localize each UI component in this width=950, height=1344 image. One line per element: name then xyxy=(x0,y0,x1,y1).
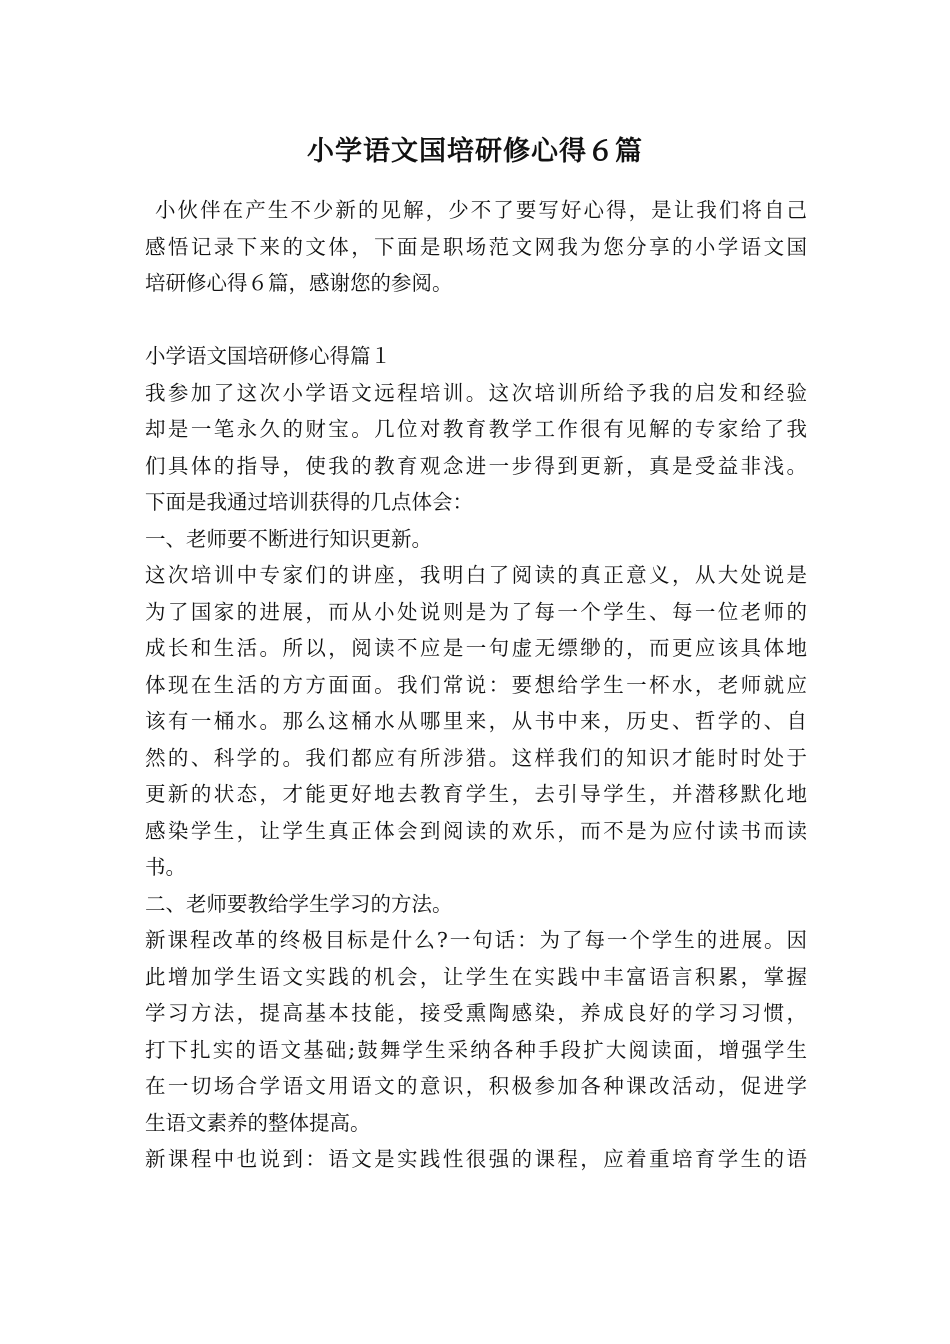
intro-line: 感悟记录下来的文体，下面是职场范文网我为您分享的小学语文国 xyxy=(145,234,807,259)
document-title: 小学语文国培研修心得６篇 xyxy=(307,136,643,167)
paragraph-line: 更新的状态，才能更好地去教育学生，去引导学生，并潜移默化地 xyxy=(145,782,807,806)
point-heading: 一、老师要不断进行知识更新。 xyxy=(145,526,432,551)
paragraph-line: 新课程中也说到：语文是实践性很强的课程，应着重培育学生的语 xyxy=(145,1147,807,1171)
paragraph-line: 们具体的指导，使我的教育观念进一步得到更新，真是受益非浅。 xyxy=(145,453,807,478)
paragraph-line: 新课程改革的终极目标是什么?一句话：为了每一个学生的进展。因 xyxy=(145,928,807,952)
paragraph-line: 成长和生活。所以，阅读不应是一句虚无缥缈的，而更应该具体地 xyxy=(145,636,807,660)
document-body xyxy=(145,192,807,1178)
paragraph-line: 我参加了这次小学语文远程培训。这次培训所给予我的启发和经验 xyxy=(145,380,807,405)
paragraph-line: 却是一笔永久的财宝。几位对教育教学工作很有见解的专家给了我 xyxy=(145,417,807,441)
paragraph-line: 下面是我通过培训获得的几点体会： xyxy=(145,490,473,514)
paragraph-line: 为了国家的进展，而从小处说则是为了每一个学生、每一位老师的 xyxy=(145,599,807,624)
paragraph-line: 书。 xyxy=(145,855,186,879)
paragraph-line: 该有一桶水。那么这桶水从哪里来，从书中来，历史、哲学的、自 xyxy=(145,709,807,733)
intro-line: 小伙伴在产生不少新的见解，少不了要写好心得，是让我们将自己 xyxy=(155,198,807,222)
paragraph-line: 体现在生活的方方面面。我们常说：要想给学生一杯水，老师就应 xyxy=(145,672,807,697)
paragraph-line: 此增加学生语文实践的机会，让学生在实践中丰富语言积累，掌握 xyxy=(145,964,807,989)
paragraph-line: 打下扎实的语文基础;鼓舞学生采纳各种手段扩大阅读面，增强学生 xyxy=(145,1037,807,1062)
paragraph-gap xyxy=(145,302,807,339)
paragraph-line: 然的、科学的。我们都应有所涉猎。这样我们的知识才能时时处于 xyxy=(145,745,807,770)
paragraph-line: 感染学生，让学生真正体会到阅读的欢乐，而不是为应付读书而读 xyxy=(145,818,807,843)
point-heading: 二、老师要教给学生学习的方法。 xyxy=(145,891,453,916)
section-heading: 小学语文国培研修心得篇１ xyxy=(145,344,391,368)
intro-line: 培研修心得６篇，感谢您的参阅。 xyxy=(145,271,453,295)
paragraph-line: 在一切场合学语文用语文的意识，积极参加各种课改活动，促进学 xyxy=(145,1074,807,1098)
paragraph-line: 生语文素养的整体提高。 xyxy=(145,1110,371,1135)
paragraph-line: 学习方法，提高基本技能，接受熏陶感染，养成良好的学习习惯， xyxy=(145,1001,807,1025)
paragraph-line: 这次培训中专家们的讲座，我明白了阅读的真正意义，从大处说是 xyxy=(145,563,807,587)
